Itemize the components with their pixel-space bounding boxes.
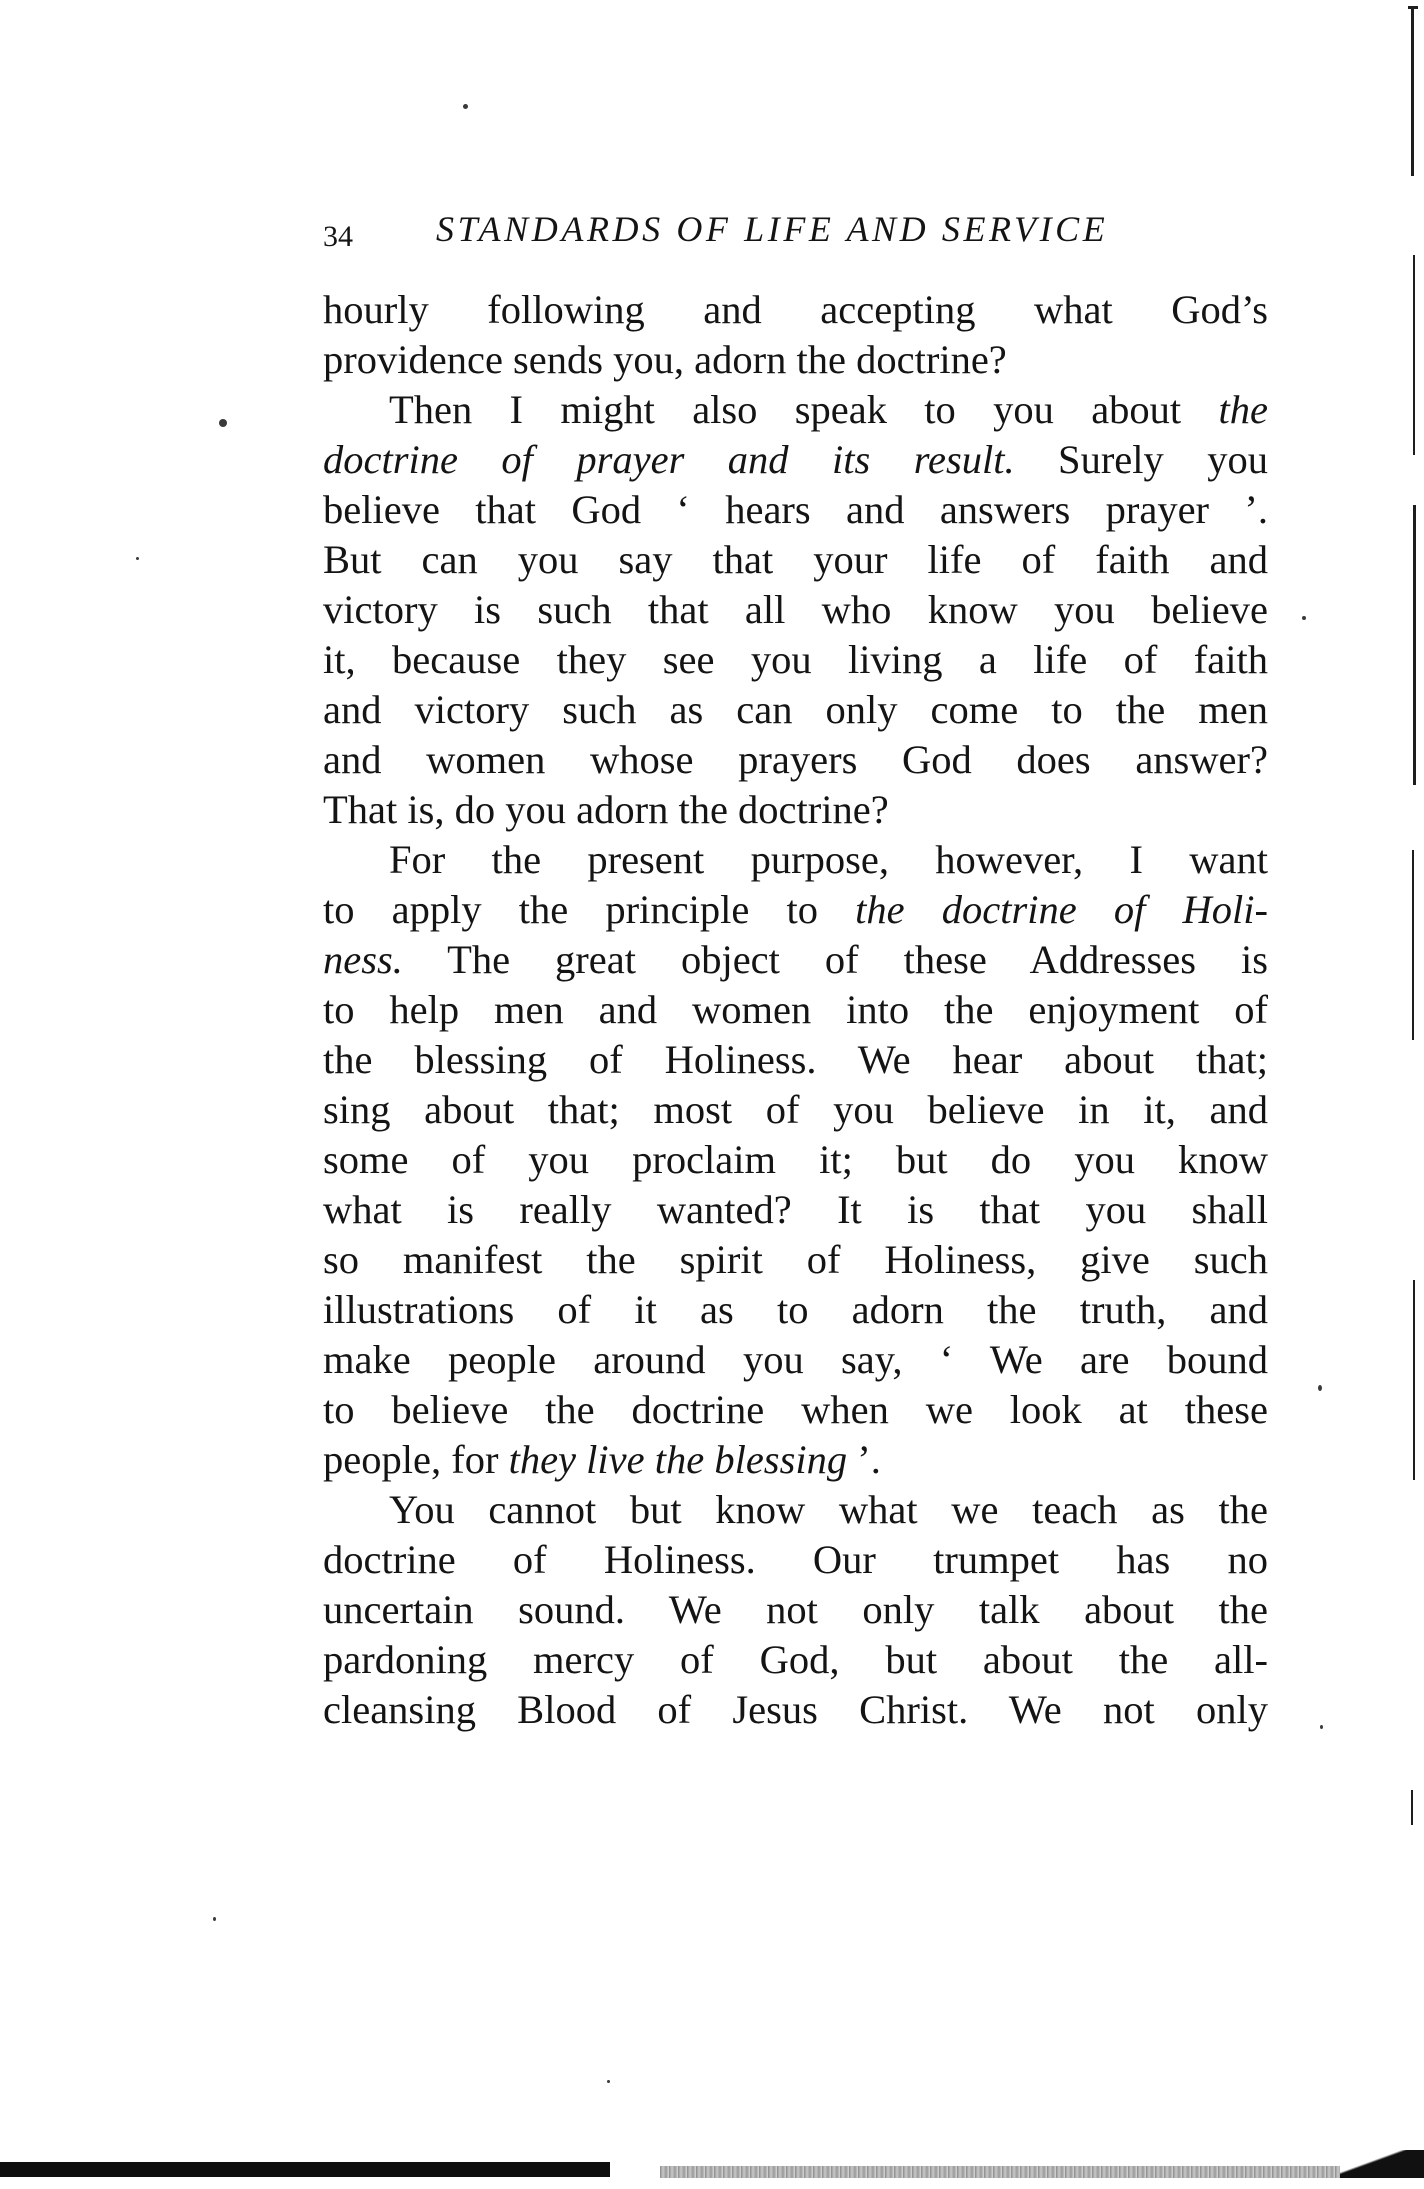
running-head <box>323 205 1283 255</box>
text-line: believe that God ‘ hears and answers prayer ’. <box>323 487 1268 532</box>
scan-bottom-band <box>0 2150 1424 2189</box>
text-line: uncertain sound. We not only talk about the <box>323 1587 1268 1632</box>
text-line: doctrine of Holiness. Our trumpet has no <box>323 1537 1268 1582</box>
page-number: 34 <box>323 220 353 253</box>
page-edge-line <box>1411 1790 1413 1825</box>
scan-band-corner <box>1340 2150 1424 2178</box>
italic-text: the doctrine of Holi- <box>855 887 1269 932</box>
scan-band-dark <box>0 2162 610 2177</box>
page-edge-line <box>1412 850 1414 1040</box>
page-edge-line <box>1413 1280 1415 1480</box>
text-line: some of you proclaim it; but do you know <box>323 1137 1268 1182</box>
text-line: to believe the doctrine when we look at these <box>323 1387 1268 1432</box>
scan-speck <box>213 1917 216 1921</box>
text-line: pardoning mercy of God, but about the all- <box>323 1637 1268 1682</box>
italic-text: doctrine of prayer and its result. <box>323 437 1015 482</box>
scan-speck <box>136 557 139 560</box>
scan-speck <box>1320 1725 1323 1729</box>
running-title: STANDARDS OF LIFE AND SERVICE <box>436 209 1109 249</box>
paragraph-first-line: Then I might also speak to you about the <box>389 387 1268 432</box>
page-edge-line <box>1413 255 1415 455</box>
text-line: But can you say that your life of faith and <box>323 537 1268 582</box>
text-line: what is really wanted? It is that you shall <box>323 1187 1268 1232</box>
italic-text: the <box>1218 387 1268 432</box>
text-line: sing about that; most of you believe in it, and <box>323 1087 1268 1132</box>
scan-speck <box>1318 1385 1322 1391</box>
text-line: and victory such as can only come to the men <box>323 687 1268 732</box>
text-line: it, because they see you living a life of faith <box>323 637 1268 682</box>
page-edge-line <box>1413 505 1416 785</box>
text-line: illustrations of it as to adorn the truth, and <box>323 1287 1268 1332</box>
paragraph-first-line: You cannot but know what we teach as the <box>389 1487 1268 1532</box>
page-edge-line <box>1411 6 1414 176</box>
text-line: doctrine of prayer and its result. Surely you <box>323 437 1268 482</box>
page-edge-line <box>1408 6 1418 9</box>
italic-text: ness. <box>323 937 403 982</box>
text-line: make people around you say, ‘ We are bound <box>323 1337 1268 1382</box>
italic-text: they live the blessing <box>508 1437 848 1482</box>
scan-band-grey <box>660 2166 1400 2178</box>
text-line: That is, do you adorn the doctrine? <box>323 787 889 832</box>
text-line: hourly following and accepting what God’s <box>323 287 1268 332</box>
scan-speck <box>607 2080 610 2083</box>
scan-speck <box>1302 616 1306 620</box>
text-line: ness. The great object of these Addresses is <box>323 937 1268 982</box>
text-line: the blessing of Holiness. We hear about that; <box>323 1037 1268 1082</box>
paragraph-first-line: For the present purpose, however, I want <box>389 837 1268 882</box>
text-line: providence sends you, adorn the doctrine? <box>323 337 1007 382</box>
text-line: and women whose prayers God does answer? <box>323 737 1268 782</box>
text-line: so manifest the spirit of Holiness, give such <box>323 1237 1268 1282</box>
scan-speck <box>463 104 468 109</box>
scan-speck <box>219 419 227 427</box>
text-line: people, for they live the blessing ’. <box>323 1437 881 1482</box>
text-line: to apply the principle to the doctrine of Holi- <box>323 887 1269 932</box>
text-line: cleansing Blood of Jesus Christ. We not only <box>323 1687 1268 1732</box>
text-line: to help men and women into the enjoyment of <box>323 987 1268 1032</box>
body-text <box>323 285 1268 1735</box>
text-line: victory is such that all who know you believe <box>323 587 1268 632</box>
